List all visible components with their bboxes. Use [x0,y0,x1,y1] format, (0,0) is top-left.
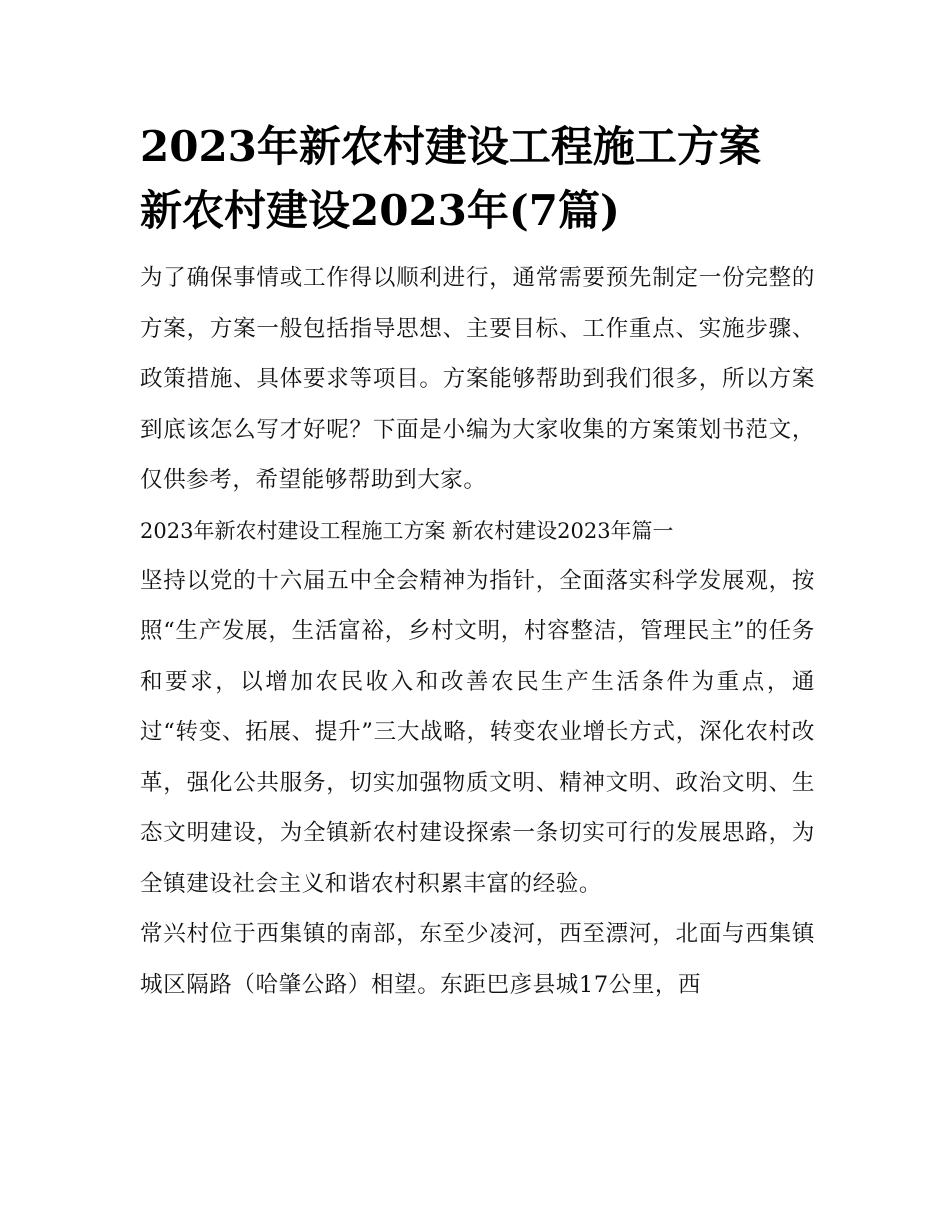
body-paragraph-2: 常兴村位于西集镇的南部，东至少凌河，西至漂河，北面与西集镇城区隔路（哈肇公路）相望。东距巴彦县城17公里，西 [140,921,815,998]
body-paragraph-1: 坚持以党的十六届五中全会精神为指针，全面落实科学发展观，按照“生产发展，生活富裕，乡村文明，村容整洁，管理民主”的任务和要求，以增加农民收入和改善农民生产生活条件为重点，通过“转变、拓展、提升”三大战略，转变农业增长方式，深化农村改革，强化公共服务，切实加强物质文明、精神文明、政治文明、生态文明建设，为全镇新农村建设探索一条切实可行的发展思路，为全镇建设社会主义和谐农村积累丰富的经验。 [140,567,815,897]
intro-paragraph: 为了确保事情或工作得以顺利进行，通常需要预先制定一份完整的方案，方案一般包括指导思想、主要目标、工作重点、实施步骤、政策措施、具体要求等项目。方案能够帮助到我们很多，所以方案到底该怎么写才好呢？下面是小编为大家收集的方案策划书范文，仅供参考，希望能够帮助到大家。 [140,265,815,493]
section-heading: 2023年新农村建设工程施工方案 新农村建设2023年篇一 [140,518,674,543]
document-page [140,115,815,1010]
document-title: 2023年新农村建设工程施工方案 新农村建设2023年(7篇) [140,122,761,235]
